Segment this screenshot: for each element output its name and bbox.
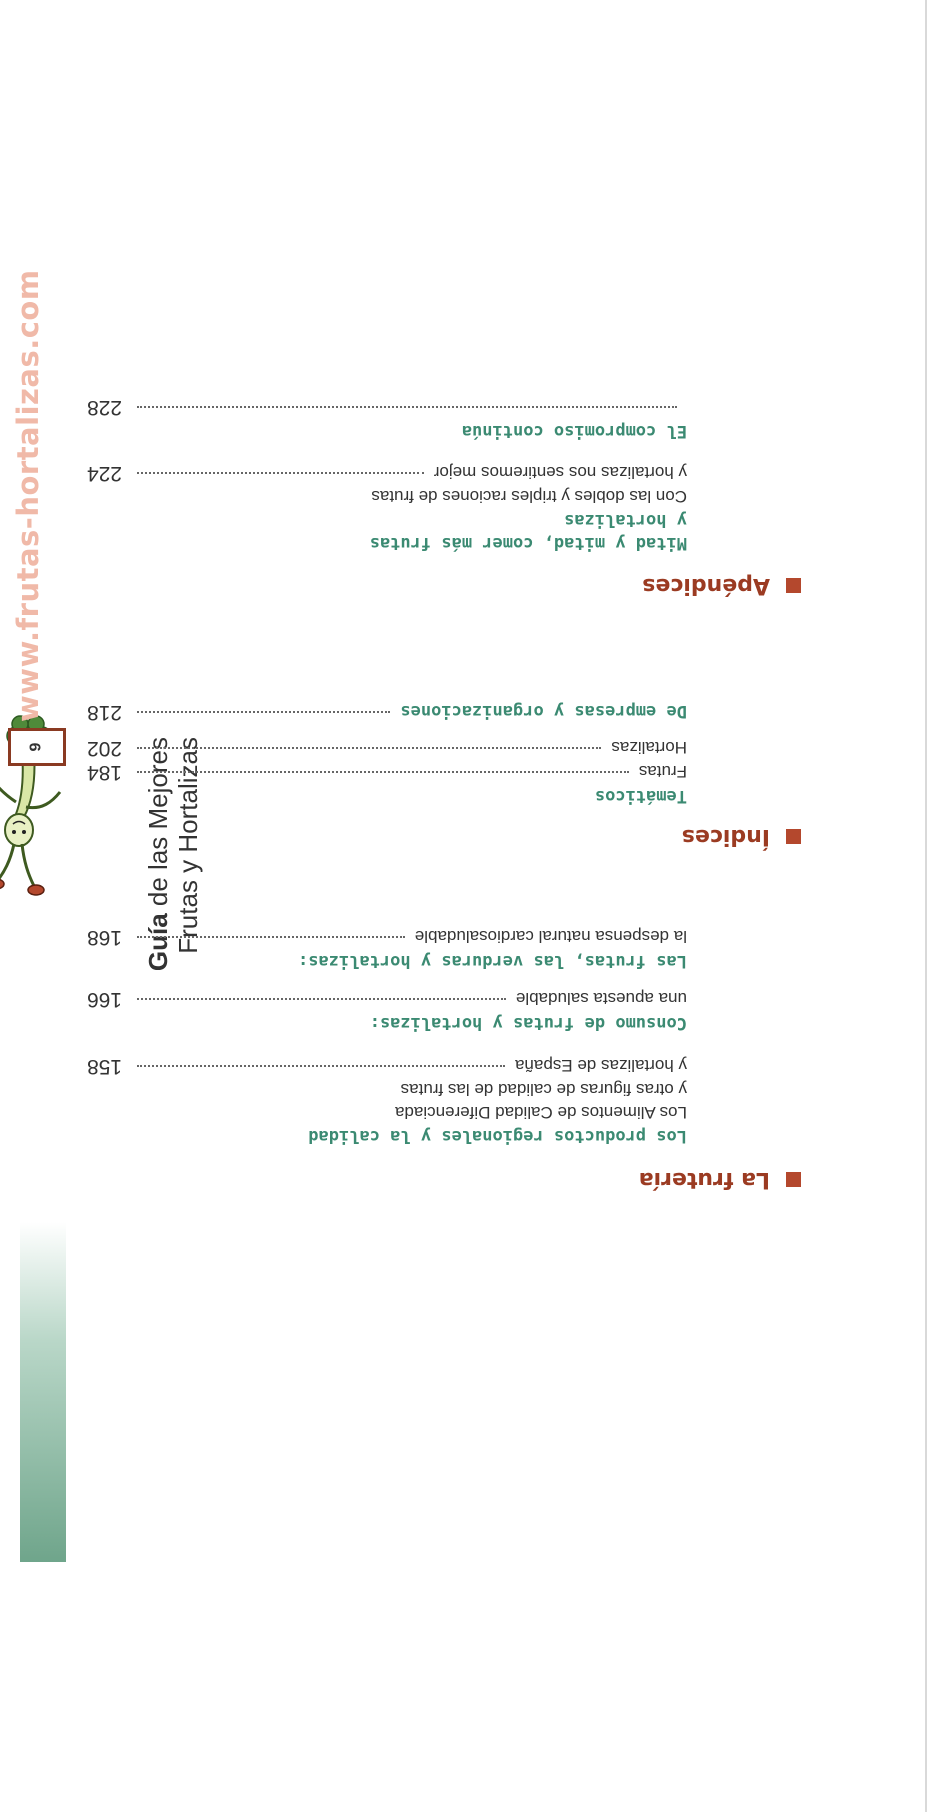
green-gradient-bar — [20, 1222, 66, 1562]
page-ref: 202 — [87, 737, 123, 760]
entry-line: Los Alimentos de Calidad Diferenciada — [394, 1103, 687, 1122]
section-title: Índices — [681, 824, 770, 849]
dot-leader — [137, 771, 629, 773]
page-ref: 184 — [87, 761, 123, 784]
entry-line: y otras figuras de calidad de las frutas — [400, 1080, 687, 1099]
entry-row — [87, 699, 687, 724]
section-title: La frutería — [638, 1167, 770, 1192]
entry-line: una apuesta saludable — [515, 989, 687, 1008]
entry-heading: Temáticos — [594, 786, 687, 806]
dot-leader — [137, 406, 677, 408]
entry-heading: El compromiso continúa — [461, 421, 687, 441]
entry-line: Frutas — [638, 762, 687, 781]
page-number-box — [8, 728, 66, 766]
section-square-icon — [786, 829, 801, 844]
dot-leader — [137, 1065, 505, 1067]
entry-line: y hortalizas nos sentiremos mejor — [433, 463, 687, 482]
toc-entry-consumo — [87, 987, 687, 1034]
entry-row — [87, 987, 687, 1011]
page-ref: 166 — [87, 988, 123, 1011]
toc-entry-productos-regionales — [87, 1054, 687, 1147]
entry-row — [87, 925, 687, 949]
entry-heading: Consumo de frutas y hortalizas: — [369, 1013, 687, 1033]
page-ref: 218 — [87, 701, 123, 724]
entry-line: la despensa natural cardiosaludable — [414, 927, 687, 946]
section-square-icon — [786, 578, 801, 593]
entry-row — [87, 760, 687, 784]
toc-entry-compromiso — [87, 396, 687, 442]
entry-heading: Las frutas, las verduras y hortalizas: — [298, 951, 687, 971]
entry-row — [87, 736, 687, 760]
dot-leader — [137, 747, 601, 749]
entry-heading: De empresas y organizaciones — [400, 701, 687, 721]
entry-heading: Los productos regionales y la calidad — [308, 1126, 687, 1146]
entry-heading: Mitad y mitad, comer más frutas — [369, 533, 687, 553]
entry-line: Con las dobles y triples raciones de frutas — [371, 487, 687, 506]
page-number: 9 — [28, 742, 45, 752]
section-apendices — [642, 573, 801, 598]
dot-leader — [137, 998, 506, 1000]
page-ref: 224 — [87, 462, 123, 485]
website-url: www.frutas-hortalizas.com — [11, 269, 45, 722]
page-ref: 228 — [87, 396, 123, 419]
dot-leader — [137, 711, 390, 713]
left-edge-line — [925, 0, 927, 1812]
page-ref: 168 — [87, 926, 123, 949]
guide-title-bold: Guía — [143, 913, 173, 972]
entry-row — [87, 396, 687, 419]
entry-line: y hortalizas de España — [515, 1056, 687, 1075]
page-ref: 158 — [87, 1055, 123, 1078]
entry-row — [87, 1054, 687, 1078]
dot-leader — [137, 472, 424, 474]
guide-title-line2: Frutas y Hortalizas — [173, 737, 203, 954]
section-title: Apéndices — [642, 573, 770, 598]
section-indices — [682, 824, 801, 849]
dot-leader — [137, 936, 405, 938]
section-square-icon — [786, 1172, 801, 1187]
toc-entry-mitad — [87, 461, 687, 554]
toc-entry-despensa — [87, 925, 687, 972]
guide-title-rest: de las Mejores — [143, 737, 173, 914]
toc-entry-indices — [87, 699, 687, 807]
entry-heading: y hortalizas — [564, 510, 687, 530]
entry-row — [87, 461, 687, 485]
entry-line: Hortalizas — [611, 738, 687, 757]
section-la-fruteria — [639, 1167, 801, 1192]
